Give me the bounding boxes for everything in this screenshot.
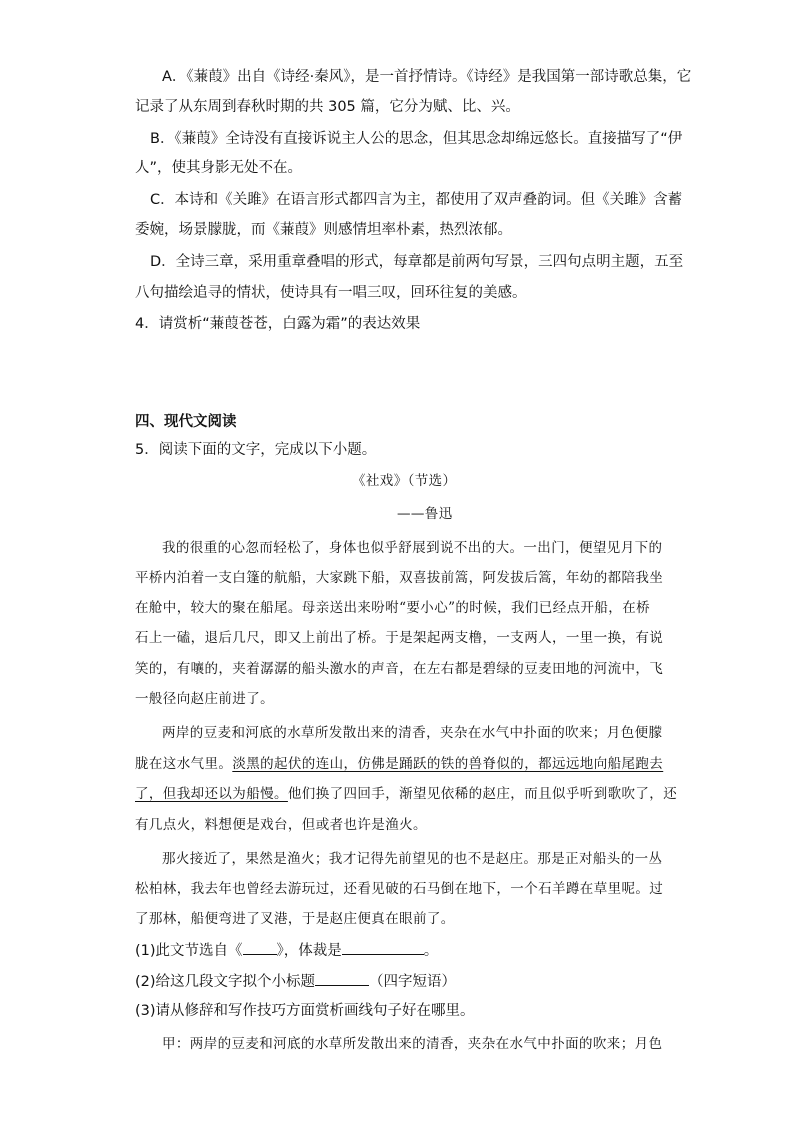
option-d-line-1: D．全诗三章，采用重章叠唱的形式，每章都是前两句写景，三四句点明主题，五至 [150,254,684,270]
passage-p1-line-3: 在舱中，较大的聚在船尾。母亲送出来吩咐“要小心”的时候，我们已经点开船，在桥 [135,600,651,616]
passage-p2-line-4: 有几点火，料想便是戏台，但或者也许是渔火。 [135,817,427,833]
underlined-sentence-part-1: 淡黑的起伏的连山，仿佛是踊跃的铁的兽脊似的，都远远地向船尾跑去 [232,756,664,772]
answer-blank[interactable] [243,940,277,955]
passage-p3-line-2: 松柏林，我去年也曾经去游玩过，还看见破的石马倒在地下，一个石羊蹲在草里呢。过 [135,881,664,897]
passage-p3-line-1: 那火接近了，果然是渔火；我才记得先前望见的也不是赵庄。那是正对船头的一丛 [162,851,663,867]
passage-p2-line-1: 两岸的豆麦和河底的水草所发散出来的清香，夹杂在水气中扑面的吹来；月色便朦 [162,725,663,741]
sub-question-3: (3)请从修辞和写作技巧方面赏析画线句子好在哪里。 [135,1003,475,1019]
passage-p2-text: 胧在这水气里。 [135,756,233,772]
option-c-line-2: 委婉，场景朦胧，而《蒹葭》则感情坦率朴素，热烈浓郁。 [135,222,512,238]
answer-blank[interactable] [342,940,424,955]
option-d-line-2: 八句描绘追寻的情状，使诗具有一唱三叹，回环往复的美感。 [135,285,527,301]
question-4: 4．请赏析“蒹葭苍苍，白露为霜”的表达效果 [135,316,421,332]
option-c-line-1: C．本诗和《关雎》在语言形式都四言为主，都使用了双声叠韵词。但《关雎》含蓄 [150,192,683,208]
sub-question-1: (1)此文节选自《 》，体裁是 。 [135,940,438,961]
passage-p2-line-3 [135,784,677,804]
option-a-line-1: A．《蒹葭》出自《诗经·秦风》，是一首抒情诗。《诗经》是我国第一部诗歌总集，它 [162,69,692,85]
option-b-line-1: B．《蒹葭》全诗没有直接诉说主人公的思念，但其思念却绵远悠长。直接描写了“伊 [150,131,683,147]
underlined-sentence-part-2: 了，但我却还以为船慢。 [135,786,288,802]
answer-text: 甲：两岸的豆麦和河底的水草所发散出来的清香，夹杂在水气中扑面的吹来；月色 [162,1036,663,1052]
passage-p2-line-2 [135,754,663,774]
passage-p3-line-3: 了那林，船便弯进了叉港，于是赵庄便真在眼前了。 [135,911,455,927]
passage-p1-line-2: 平桥内泊着一支白篷的航船，大家跳下船，双喜拔前篙，阿发拔后篙，年幼的都陪我坐 [135,570,664,586]
answer-blank[interactable] [315,971,369,986]
passage-title: 《社戏》（节选） [352,473,457,489]
option-b-line-2: 人”，使其身影无处不在。 [135,160,303,176]
question-5: 5．阅读下面的文字，完成以下小题。 [135,442,377,458]
passage-p2-text: 他们换了四回手，渐望见依稀的赵庄，而且似乎听到歌吹了，还 [287,786,678,802]
passage-p1-line-5: 笑的，有嚷的，夹着潺潺的船头激水的声音，在左右都是碧绿的豆麦田地的河流中，飞 [135,661,664,677]
option-a-line-2: 记录了从东周到春秋时期的共 305 篇，它分为赋、比、兴。 [135,99,520,115]
passage-p1-line-6: 一般径向赵庄前进了。 [135,691,274,707]
passage-p1-line-1: 我的很重的心忽而轻松了，身体也似乎舒展到说不出的大。一出门，便望见月下的 [162,540,663,556]
passage-author: ——鲁迅 [397,506,453,522]
passage-p1-line-4: 石上一磕，退后几尺，即又上前出了桥。于是架起两支橹，一支两人，一里一换，有说 [135,630,664,646]
sub-question-2: (2)给这几段文字拟个小标题 （四字短语） [135,971,456,992]
section-heading: 四、现代文阅读 [135,414,237,430]
